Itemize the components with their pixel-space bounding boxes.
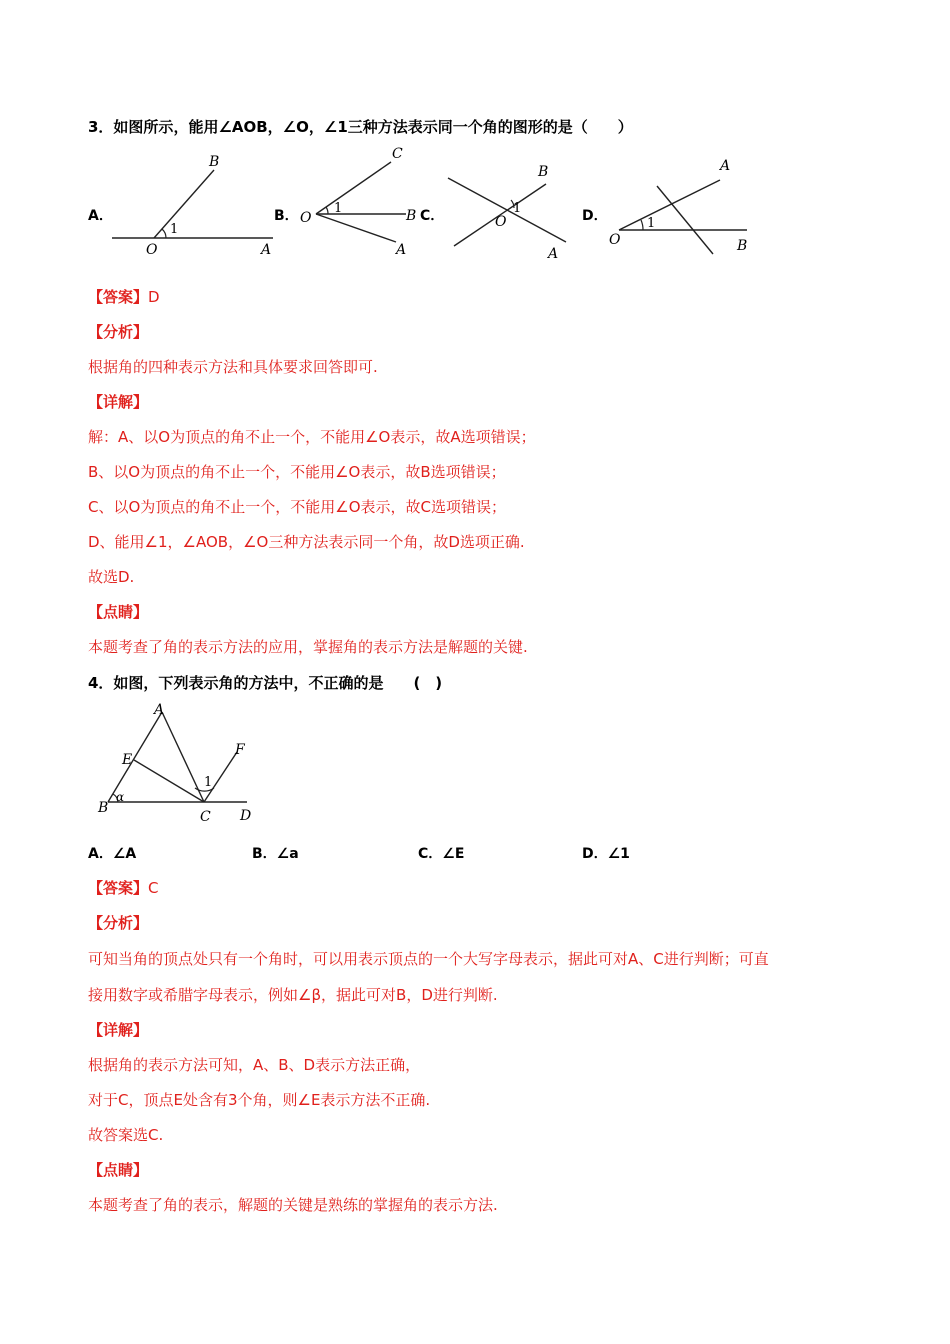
label-a: A [548, 246, 559, 262]
q3-detail-line-2: B、以O为顶点的角不止一个，不能用∠O表示，故B选项错误； [88, 463, 506, 481]
label-1: 1 [334, 201, 343, 216]
q3-answer-line [88, 287, 160, 307]
label-a: A [396, 242, 407, 257]
q4-analysis-line-1: 可知当角的顶点处只有一个角时，可以用表示顶点的一个大写字母表示，据此可对A、C进行判断；可直 [88, 950, 769, 968]
q3-detail-line-4: D、能用∠1，∠AOB，∠O三种方法表示同一个角，故D选项正确. [88, 533, 525, 551]
label-b: B [98, 800, 109, 816]
q4-comment-text: 本题考查了角的表示，解题的关键是熟练的掌握角的表示方法. [88, 1196, 498, 1214]
q3-comment-text: 本题考查了角的表示方法的应用，掌握角的表示方法是解题的关键. [88, 638, 528, 656]
q4-detail-line-2: 对于C，顶点E处含有3个角，则∠E表示方法不正确. [88, 1091, 431, 1109]
label-b: B [538, 164, 549, 180]
label-e: E [122, 752, 133, 768]
label-1: 1 [647, 216, 656, 231]
label-b: B [406, 208, 417, 224]
label-o: O [609, 232, 621, 248]
q3-figure-a [108, 148, 278, 258]
question-4-title: 4．如图，下列表示角的方法中，不正确的是 ( ) [88, 674, 443, 692]
label-1: 1 [170, 222, 179, 237]
q3-analysis-tag: 【分析】 [88, 323, 149, 341]
label-a: A [154, 702, 165, 718]
q4-option-d: D．∠1 [582, 846, 630, 862]
answer-value: D [148, 288, 160, 306]
label-o: O [146, 242, 158, 258]
q4-detail-line-1: 根据角的表示方法可知，A、B、D表示方法正确， [88, 1056, 421, 1074]
label-b: B [209, 154, 220, 170]
transversal [657, 186, 713, 254]
label-o: O [495, 214, 507, 230]
q3-analysis-text: 根据角的四种表示方法和具体要求回答即可. [88, 358, 378, 376]
q3-detail-tag: 【详解】 [88, 393, 149, 411]
q4-option-c: C．∠E [418, 846, 465, 862]
q4-option-a: A．∠A [88, 846, 137, 862]
label-d: D [240, 808, 252, 824]
label-c: C [200, 809, 211, 825]
answer-value: C [148, 879, 159, 897]
q4-analysis-line-2: 接用数字或希腊字母表示，例如∠β，据此可对B，D进行判断. [88, 986, 498, 1004]
label-1: 1 [513, 201, 522, 216]
q4-detail-tag: 【详解】 [88, 1021, 149, 1039]
q4-figure [92, 700, 262, 828]
q3-option-b: B． [274, 208, 299, 224]
question-3-title: 3．如图所示，能用∠AOB，∠O，∠1三种方法表示同一个角的图形的是（ ） [88, 118, 633, 136]
ray-oa [619, 180, 720, 230]
q3-detail-line-3: C、以O为顶点的角不止一个，不能用∠O表示，故C选项错误； [88, 498, 507, 516]
q3-figure-d [605, 150, 755, 260]
q4-detail-line-3: 故答案选C. [88, 1126, 164, 1144]
q3-figure-c [440, 158, 575, 263]
angle-arc [641, 220, 643, 230]
q3-figure-b [296, 142, 421, 257]
q4-answer-line [88, 878, 159, 898]
q3-detail-line-1: 解：A、以O为顶点的角不止一个，不能用∠O表示，故A选项错误； [88, 428, 536, 446]
ray-oa [316, 214, 396, 242]
label-1: 1 [204, 775, 213, 790]
q4-analysis-tag: 【分析】 [88, 914, 149, 932]
angle-arc [162, 229, 166, 238]
q3-option-a: A． [88, 208, 113, 224]
label-a: A [720, 158, 731, 174]
q3-comment-tag: 【点睛】 [88, 603, 149, 621]
segment-ac [162, 712, 204, 802]
label-f: F [235, 742, 245, 758]
q3-option-d: D． [582, 208, 608, 224]
label-o: O [300, 210, 312, 226]
angle-arc [326, 207, 328, 214]
q3-detail-line-5: 故选D. [88, 568, 135, 586]
answer-tag: 【答案】 [88, 288, 149, 306]
label-a: A [261, 242, 272, 258]
segment-ab [108, 712, 162, 802]
label-alpha: α [116, 790, 125, 804]
label-c: C [392, 146, 403, 162]
q4-option-b: B．∠a [252, 846, 299, 862]
label-b: B [737, 238, 748, 254]
q4-comment-tag: 【点睛】 [88, 1161, 149, 1179]
ray-oc [316, 162, 391, 214]
ray-ob [154, 170, 214, 238]
q3-option-c: C． [420, 208, 445, 224]
answer-tag: 【答案】 [88, 879, 149, 897]
